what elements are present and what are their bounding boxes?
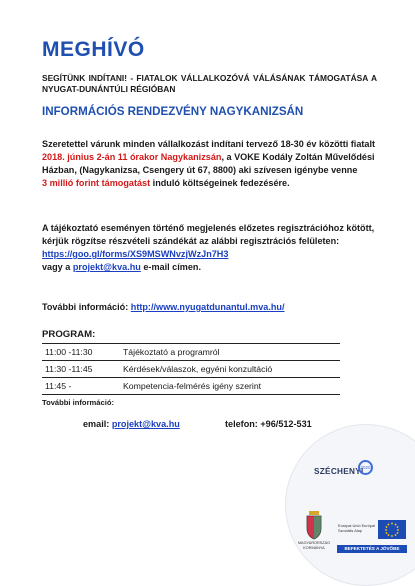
footer-email-label: email:: [83, 419, 112, 429]
hungarian-crest-icon: [303, 510, 325, 540]
program-label: PROGRAM:: [42, 329, 96, 340]
intro-text-1: Szeretettel várunk minden vállalkozást indítani tervező 18-30 év közötti fiatalt: [42, 139, 376, 149]
event-heading: INFORMÁCIÓS RENDEZVÉNY NAGYKANIZSÁN: [42, 105, 304, 118]
registration-form-link[interactable]: https://goo.gl/forms/XS9MSWNvzjWzJn7H3: [42, 249, 229, 259]
more-info-line: [42, 301, 377, 314]
szechenyi-year: 2020: [360, 465, 371, 470]
crest-caption: MAGYARORSZÁG KORMÁNYA: [297, 541, 331, 550]
szechenyi-2020-icon: [358, 460, 373, 475]
subtitle: SEGÍTÜNK INDÍTANI! - FIATALOK VÁLLALKOZÓVÁ VÁLÁSÁNAK TÁMOGATÁSA A NYUGAT-DUNÁNTÚLI RÉGIÓBAN: [42, 73, 377, 94]
eu-flag-icon: [378, 520, 406, 539]
logo-badge-background: [285, 424, 415, 586]
program-item: Kérdések/válaszok, egyéni konzultáció: [120, 361, 340, 378]
registration-or: vagy a: [42, 262, 73, 272]
intro-text-2: , a VOKE Kodály Zoltán Művelődési Házban, (Nagykanizsa, Csengery út 67, 8800) aki szívesen igénybe venne: [42, 152, 375, 175]
page-title: MEGHÍVÓ: [42, 38, 145, 61]
registration-email-link[interactable]: projekt@kva.hu: [72, 262, 141, 272]
program-time: 11:45 -: [42, 378, 120, 395]
program-item: Tájékoztató a programról: [120, 344, 340, 361]
table-row: [42, 361, 340, 378]
registration-paragraph: [42, 222, 377, 274]
footer-more-info-label: További információ:: [42, 398, 115, 407]
program-time: 11:00 -11:30: [42, 344, 120, 361]
eu-text: Európai Unió Európai Szociális Alap: [338, 523, 375, 533]
event-date: 2018. június 2-án 11 órakor Nagykanizsán: [42, 152, 222, 162]
more-info-label: További információ:: [42, 302, 131, 312]
footer-email-link[interactable]: projekt@kva.hu: [111, 419, 180, 429]
program-time: 11:30 -11:45: [42, 361, 120, 378]
program-table: [42, 343, 340, 395]
intro-text-3: induló költségeinek fedezésére.: [150, 178, 290, 188]
table-row: [42, 378, 340, 395]
registration-text: A tájékoztató eseményen történő megjelenés előzetes regisztrációhoz kötött, kérjük rögzítse részvételi szándékát az alábbi regisztrációs felületen:: [42, 223, 375, 246]
website-link[interactable]: http://www.nyugatdunantul.mva.hu/: [130, 302, 285, 312]
eu-slogan-bar: BEFEKTETÉS A JÖVŐBE: [337, 545, 407, 553]
registration-email-suffix: e-mail címen.: [140, 262, 201, 272]
szechenyi-logo-text: SZÉCHENYI: [314, 467, 364, 476]
footer-email: [83, 419, 180, 429]
support-amount: 3 millió forint támogatást: [42, 178, 151, 188]
intro-paragraph: [42, 138, 377, 190]
footer-phone: telefon: +96/512-531: [225, 419, 312, 429]
program-item: Kompetencia-felmérés igény szerint: [120, 378, 340, 395]
table-row: [42, 344, 340, 361]
eu-stars-icon: [378, 520, 406, 539]
